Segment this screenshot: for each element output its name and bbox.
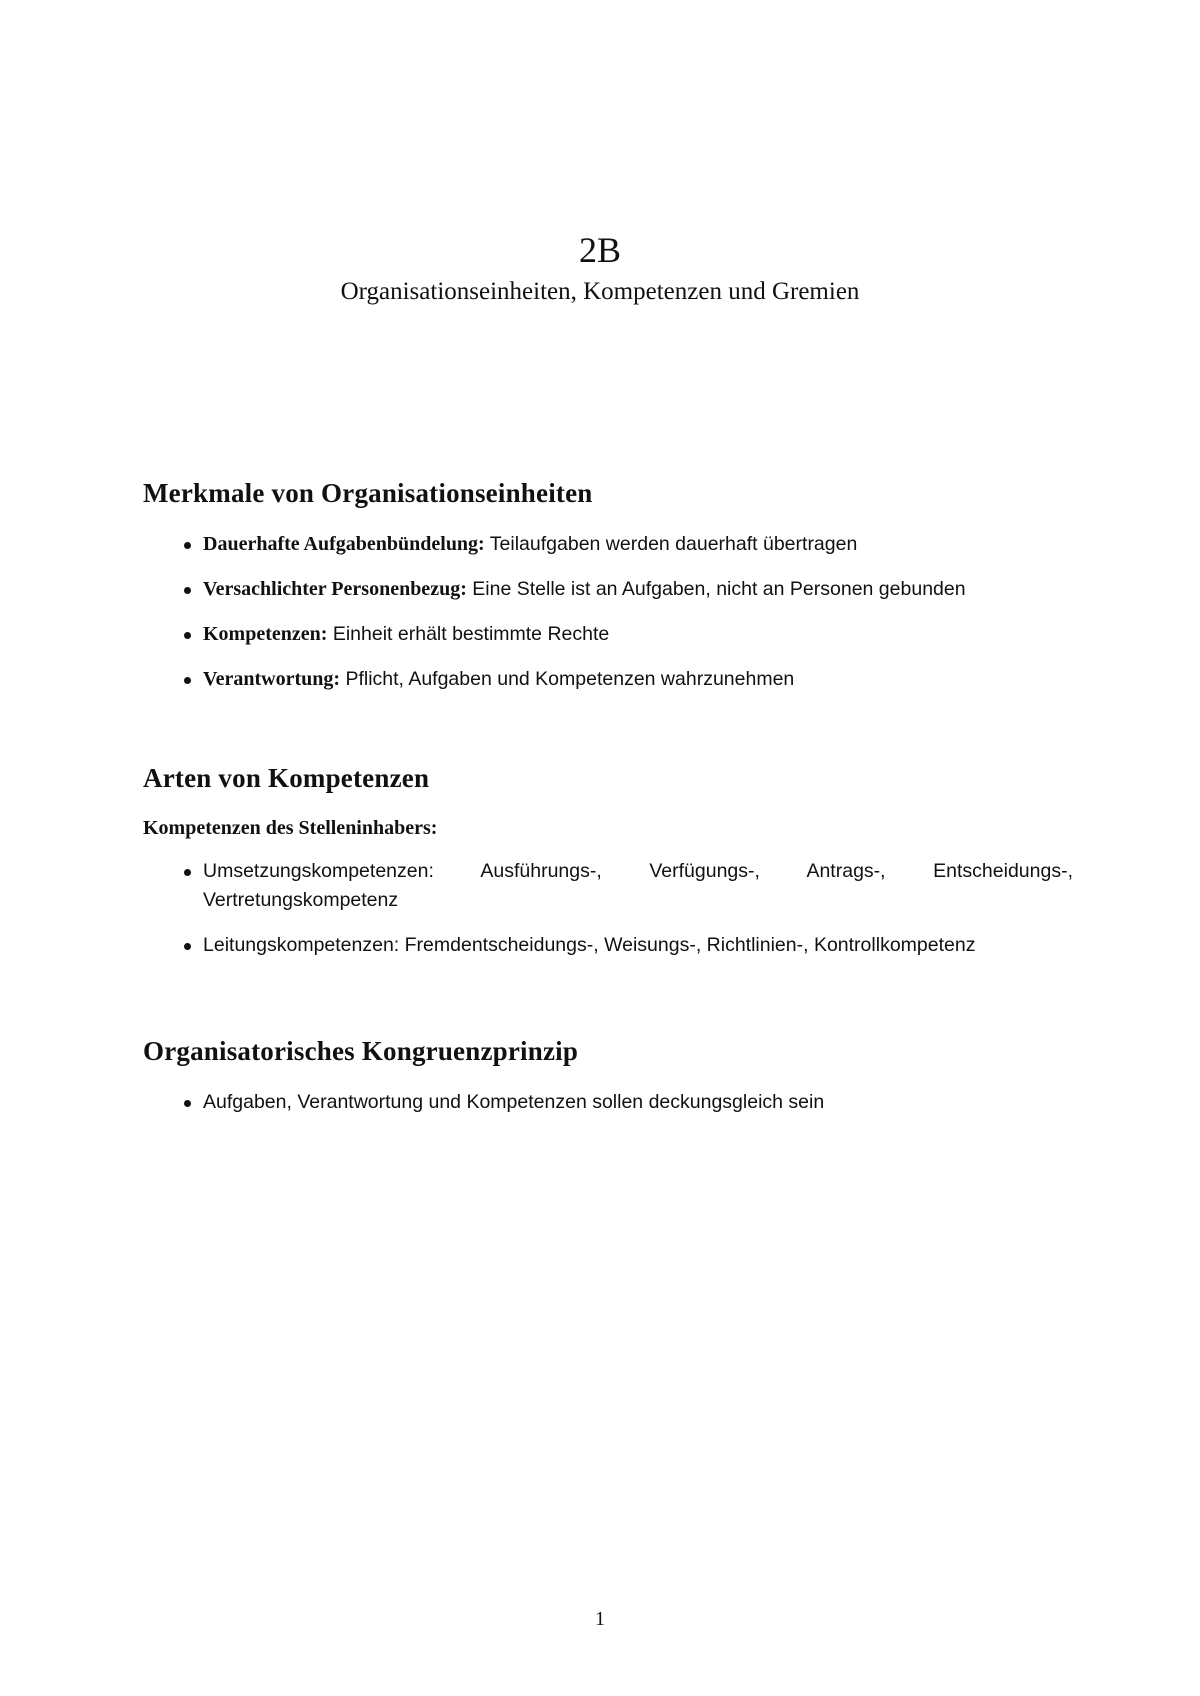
item-term: Verantwortung:: [203, 668, 341, 690]
merkmale-list: [143, 530, 1073, 694]
bullet-icon: [184, 632, 191, 639]
section-heading: Arten von Kompetenzen: [143, 763, 430, 793]
item-text: Eine Stelle ist an Aufgaben, nicht an Personen gebunden: [472, 578, 966, 600]
section-merkmale: [143, 476, 1073, 694]
section-kongruenz: [143, 1034, 1073, 1117]
section-arten: [143, 761, 1073, 960]
list-item: [143, 1088, 1073, 1117]
page-number: 1: [595, 1608, 605, 1630]
item-text: Leitungskompetenzen: Fremdentscheidungs-, Weisungs-, Richtlinien-, Kontrollkompetenz: [203, 934, 976, 956]
list-item: [143, 620, 1073, 649]
bullet-icon: [184, 677, 191, 684]
bullet-icon: [184, 1100, 191, 1107]
document-subtitle: Organisationseinheiten, Kompetenzen und Gremien: [340, 278, 860, 305]
item-text: Pflicht, Aufgaben und Kompetenzen wahrzunehmen: [345, 668, 795, 690]
list-item: [143, 575, 1073, 604]
section-heading: Organisatorisches Kongruenzprinzip: [143, 1036, 579, 1066]
item-text: Teilaufgaben werden dauerhaft übertragen: [489, 533, 858, 555]
item-term: Dauerhafte Aufgabenbündelung:: [203, 533, 485, 555]
subsection-heading: Kompetenzen des Stelleninhabers:: [143, 817, 438, 839]
title-block: [0, 228, 1200, 308]
list-item: [143, 857, 1073, 915]
document-title: 2B: [578, 230, 621, 270]
bullet-icon: [184, 869, 191, 876]
item-text: Aufgaben, Verantwortung und Kompetenzen sollen deckungsgleich sein: [203, 1091, 825, 1113]
item-text: Einheit erhält bestimmte Rechte: [332, 623, 610, 645]
item-text: Umsetzungskompetenzen: Ausführungs-, Verfügungs-, Antrags-, Entscheidungs-, Vertretungskompetenz: [203, 860, 1073, 911]
kompetenzen-list: [143, 857, 1073, 960]
bullet-icon: [184, 587, 191, 594]
kongruenz-list: [143, 1088, 1073, 1117]
item-term: Kompetenzen:: [203, 623, 328, 645]
item-term: Versachlichter Personenbezug:: [203, 578, 467, 600]
bullet-icon: [184, 943, 191, 950]
list-item: [143, 931, 1073, 960]
list-item: [143, 665, 1073, 694]
list-item: [143, 530, 1073, 559]
section-heading: Merkmale von Organisationseinheiten: [143, 478, 593, 508]
bullet-icon: [184, 542, 191, 549]
